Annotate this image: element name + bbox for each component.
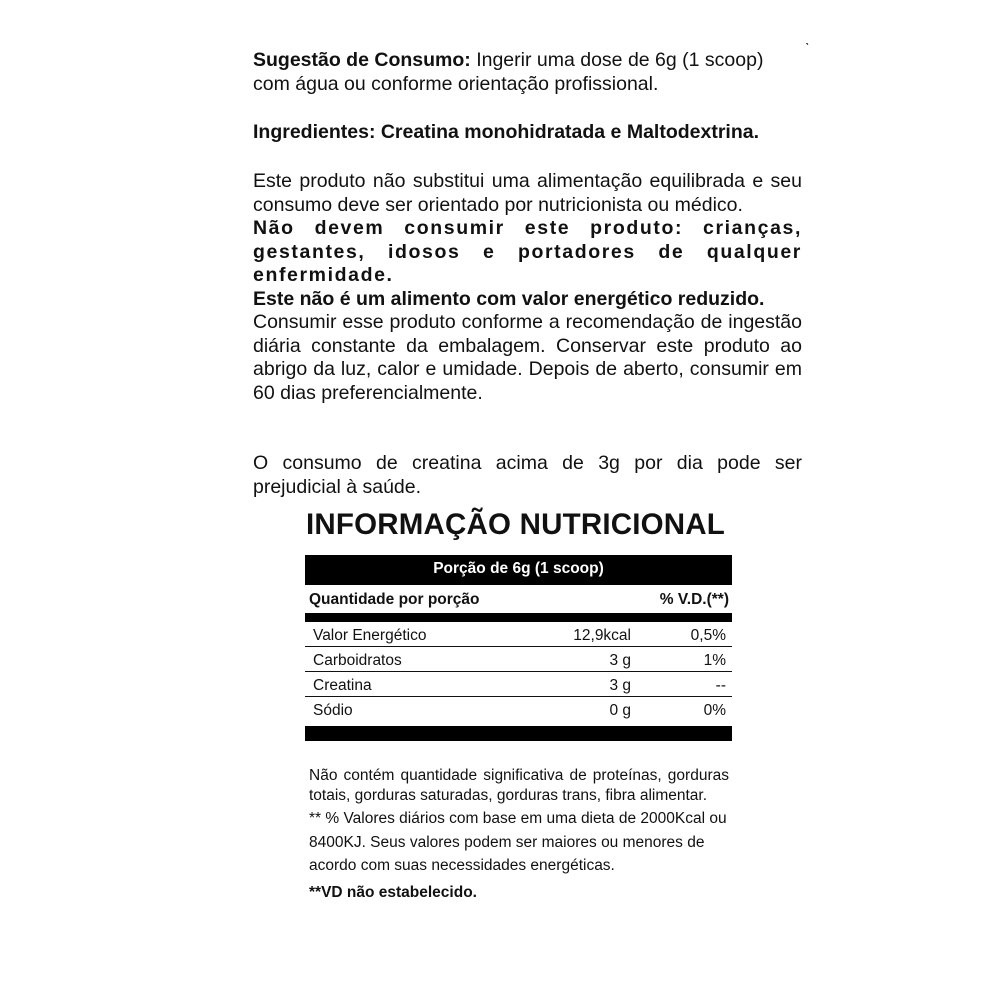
warnings-block [253,170,802,405]
warning-not-reduced: Este não é um alimento com valor energético reduzido. [253,287,765,310]
creatine-warning-text: O consumo de creatina acima de 3g por dia pode ser prejudicial à saúde. [253,452,802,498]
thick-divider [305,613,732,622]
nutrient-name: Sódio [313,702,353,719]
nutrition-row-energy [305,622,732,647]
dv-header: % V.D.(**) [659,591,729,608]
nutrient-amount: 3 g [609,677,631,694]
nutrient-dv: 0% [703,702,726,719]
warning-who-should-not: Não devem consumir este produto: crianças, gestantes, idosos e portadores de qualquer enfermidade. [253,217,802,286]
nutrient-name: Creatina [313,677,372,694]
bottom-divider [305,726,732,741]
ingredients-text: Ingredientes: Creatina monohidratada e Maltodextrina. [253,121,760,143]
nutrition-row-creatine [305,672,732,697]
nutrition-notes [309,766,729,904]
stray-mark: ˋ [805,40,810,56]
consumption-text: Ingerir uma dose de 6g (1 scoop) com água ou conforme orientação profissional. [253,49,764,95]
nutrition-title: INFORMAÇÃO NUTRICIONAL [306,508,725,541]
consumption-suggestion [253,49,802,96]
nutrient-dv: 0,5% [690,627,726,644]
nutrient-amount: 3 g [609,652,631,669]
nutrient-dv: -- [715,677,726,694]
nutrient-amount: 12,9kcal [573,627,631,644]
quantity-header: Quantidade por porção [309,591,480,608]
note-vd-not-established: **VD não estabelecido. [309,883,477,901]
consumption-label: Sugestão de Consumo: [253,49,471,71]
nutrient-name: Carboidratos [313,652,402,669]
note-daily-values: ** % Valores diários com base em uma dieta de 2000Kcal ou 8400KJ. Seus valores podem ser maiores ou menores de acordo com suas necessidades energéticas. [309,810,727,874]
creatine-warning [253,452,802,499]
nutrition-row-carbs [305,647,732,672]
nutrient-name: Valor Energético [313,627,427,644]
nutrition-header [305,585,732,612]
portion-bar: Porção de 6g (1 scoop) [305,555,732,585]
ingredients [253,121,802,145]
nutrient-amount: 0 g [609,702,631,719]
warning-storage: Consumir esse produto conforme a recomendação de ingestão diária constante da embalagem. Conservar este produto ao abrigo da luz, calor e umidade. Depois de aberto, consumir em 60 dias preferencialmente. [253,311,802,404]
nutrition-facts [305,508,732,741]
warning-substitute: Este produto não substitui uma alimentação equilibrada e seu consumo deve ser orientado por nutricionista ou médico. [253,170,802,216]
nutrient-dv: 1% [703,652,726,669]
nutrition-row-sodium [305,697,732,721]
note-not-significant: Não contém quantidade significativa de proteínas, gorduras totais, gorduras saturadas, gorduras trans, fibra alimentar. [309,767,729,804]
